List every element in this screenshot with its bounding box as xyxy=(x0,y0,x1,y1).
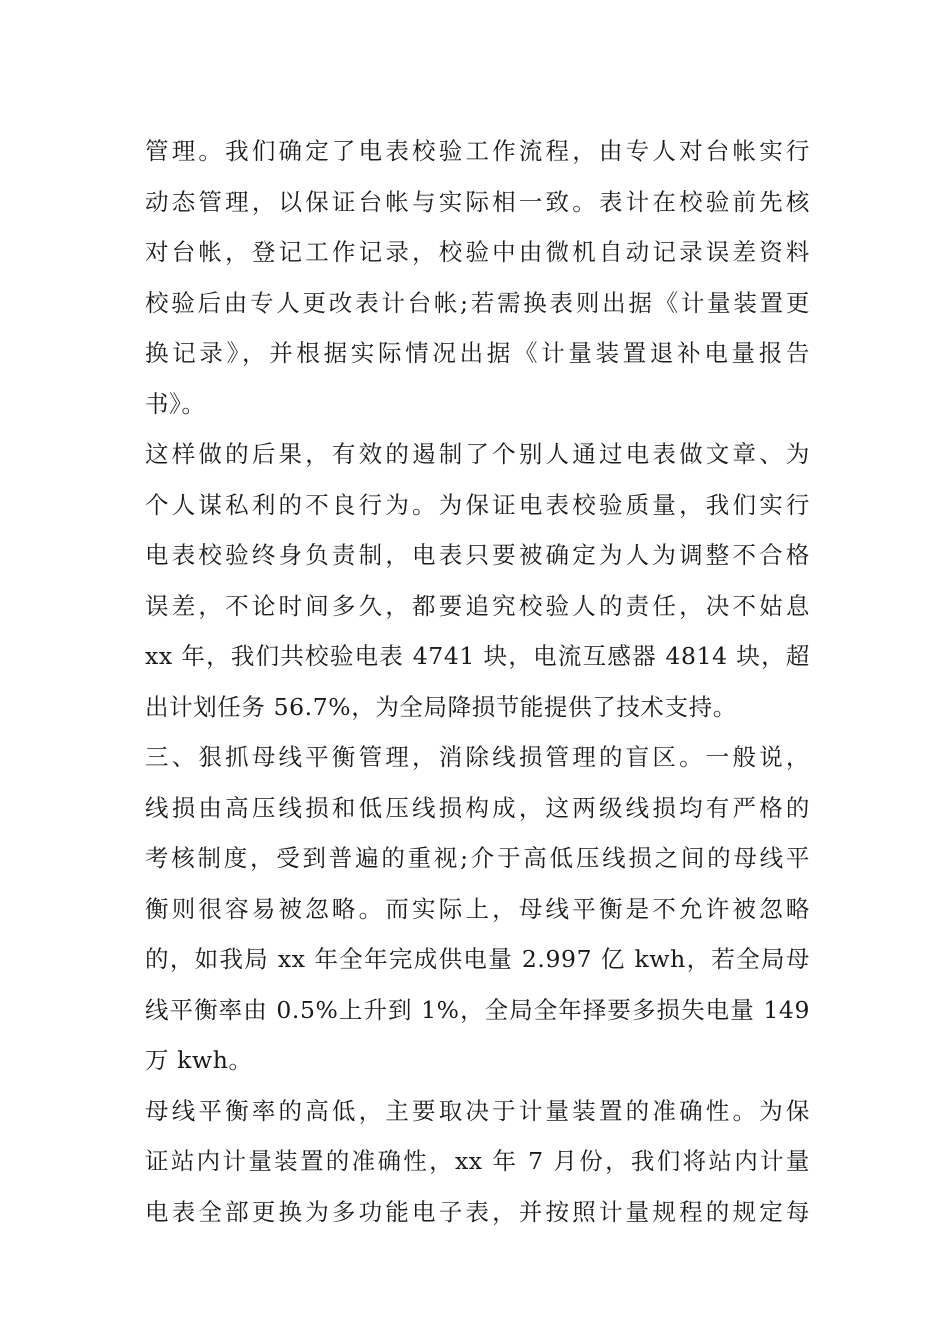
text-line: 电表全部更换为多功能电子表，并按照计量规程的规定每 xyxy=(145,1197,810,1226)
document-body xyxy=(145,126,810,1237)
text-line: 母线平衡率的高低，主要取决于计量装置的准确性。为保 xyxy=(145,1096,810,1125)
text-line: 对台帐，登记工作记录，校验中由微机自动记录误差资料 xyxy=(145,238,810,266)
text-line: 线平衡率由 0.5%上升到 1%，全局全年择要多损失电量 149 xyxy=(145,995,810,1024)
paragraph xyxy=(145,1086,810,1238)
text-line: 电表校验终身负责制，电表只要被确定为人为调整不合格 xyxy=(145,541,810,569)
text-line: 考核制度，受到普遍的重视;介于高低压线损之间的母线平 xyxy=(145,844,810,872)
text-line: 衡则很容易被忽略。而实际上，母线平衡是不允许被忽略 xyxy=(145,894,810,923)
text-line: 动态管理，以保证台帐与实际相一致。表计在校验前先核 xyxy=(145,187,810,216)
text-line: 三、狠抓母线平衡管理，消除线损管理的盲区。一般说， xyxy=(145,743,810,771)
text-line: 证站内计量装置的准确性，xx 年 7 月份，我们将站内计量 xyxy=(145,1147,810,1175)
paragraph xyxy=(145,126,810,429)
text-line: 书》。 xyxy=(145,389,206,418)
text-line: 误差，不论时间多久，都要追究校验人的责任，决不姑息 xyxy=(145,591,810,620)
paragraph xyxy=(145,732,810,1086)
text-line: xx 年，我们共校验电表 4741 块，电流互感器 4814 块，超 xyxy=(145,642,810,670)
text-line: 个人谋私利的不良行为。为保证电表校验质量，我们实行 xyxy=(145,490,810,519)
text-line: 的，如我局 xx 年全年完成供电量 2.997 亿 kwh，若全局母 xyxy=(145,945,810,973)
text-line: 出计划任务 56.7%，为全局降损节能提供了技术支持。 xyxy=(145,692,737,721)
text-line: 管理。我们确定了电表校验工作流程，由专人对台帐实行 xyxy=(145,137,810,165)
text-line: 线损由高压线损和低压线损构成，这两级线损均有严格的 xyxy=(145,793,810,822)
text-line: 万 kwh。 xyxy=(145,1046,253,1074)
text-line: 换记录》，并根据实际情况出据《计量装置退补电量报告 xyxy=(145,339,810,367)
paragraph xyxy=(145,429,810,732)
text-line: 校验后由专人更改表计台帐;若需换表则出据《计量装置更 xyxy=(145,288,810,317)
text-line: 这样做的后果，有效的遏制了个别人通过电表做文章、为 xyxy=(145,440,810,468)
